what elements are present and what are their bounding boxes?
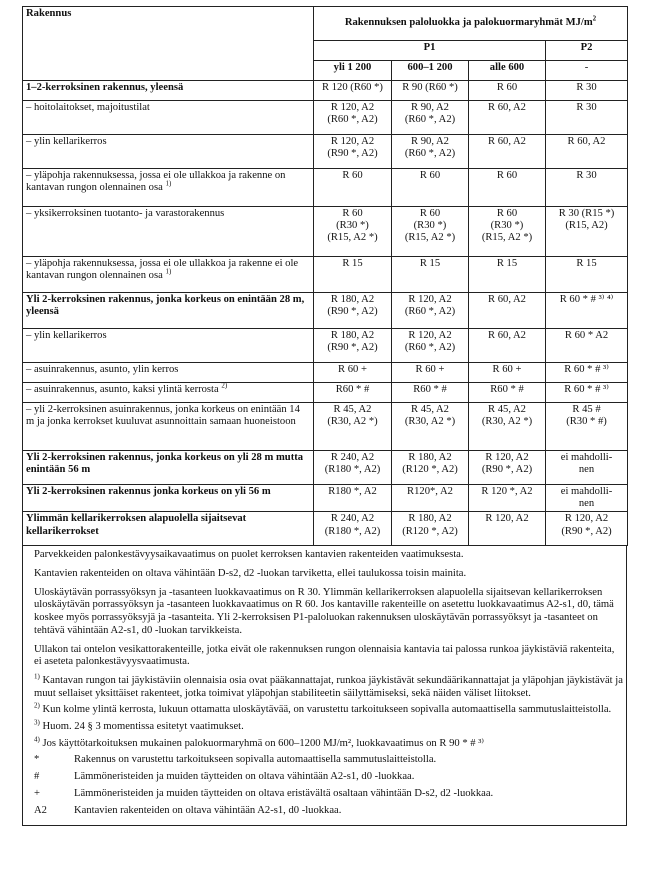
fire-class-table xyxy=(22,6,628,546)
note-paragraph: Kantavien rakenteiden on oltava vähintään D-s2, d2 -luokan tarviketta, ellei taulukossa toisin mainita. xyxy=(34,568,467,580)
row-label xyxy=(23,101,314,135)
value-cell: R 60, A2 xyxy=(546,135,628,169)
value-cell: R 60 + xyxy=(469,363,546,383)
legend-item xyxy=(34,788,623,801)
value-cell: R 60 (R30 *) (R15, A2 *) xyxy=(392,207,469,257)
row-label-text: – hoitolaitokset, majoitustilat xyxy=(26,102,150,113)
header-group xyxy=(314,7,628,41)
legend-text: Kantavien rakenteiden on oltava vähintään A2-s1, d0 -luokkaa. xyxy=(74,804,342,816)
row-label xyxy=(23,383,314,403)
legend-symbol: # xyxy=(34,771,40,783)
legend-item xyxy=(34,754,623,767)
value-cell: R 90, A2 (R60 *, A2) xyxy=(392,101,469,135)
table-row xyxy=(23,101,628,135)
value-cell: R 60 xyxy=(469,81,546,101)
table-row xyxy=(23,293,628,329)
header-sub-3: alle 600 xyxy=(469,61,546,81)
row-label xyxy=(23,485,314,512)
value-cell: R 60 * # ³⁾ xyxy=(546,363,628,383)
value-cell: R 45, A2 (R30, A2 *) xyxy=(392,403,469,451)
value-cell: R 240, A2 (R180 *, A2) xyxy=(314,512,392,546)
note-paragraph: Ullakon tai ontelon vesikattorakenteille, jotka eivät ole rakennuksen rungon olennaisia kantavia tai palossa runkoa jäykistäviä rakenteita, ei aseteta palonkestävyysvaatimusta. xyxy=(34,643,615,668)
legend-symbol: A2 xyxy=(34,804,47,816)
header-p1: P1 xyxy=(314,41,546,61)
header-p2: P2 xyxy=(546,41,628,61)
value-cell: R 120 *, A2 xyxy=(469,485,546,512)
value-cell: R 30 (R15 *) (R15, A2) xyxy=(546,207,628,257)
row-label-text: – yksikerroksinen tuotanto- ja varastorakennus xyxy=(26,208,225,219)
row-label-text: – ylin kellarikerros xyxy=(26,136,107,147)
table-row xyxy=(23,257,628,293)
row-label xyxy=(23,207,314,257)
value-cell: R 240, A2 (R180 *, A2) xyxy=(314,451,392,485)
value-cell: R 120, A2 (R60 *, A2) xyxy=(392,329,469,363)
notes-list xyxy=(26,549,623,669)
footnote-text: Kun kolme ylintä kerrosta, lukuun ottamatta uloskäytävää, on varustettu tarkoitukseen sopivalla automaattisella sammutuslaitteistolla. xyxy=(42,704,612,716)
document-page xyxy=(22,6,627,826)
footnote xyxy=(34,735,623,751)
value-cell: R60 * # xyxy=(314,383,392,403)
row-label-text: – yläpohja rakennuksessa, jossa ei ole ullakkoa ja rakenne on kantavan rungon olennainen osa xyxy=(26,170,286,194)
footnote-mark: 2) xyxy=(34,701,40,710)
legend-item xyxy=(34,771,623,784)
footnote-text: Kantavan rungon tai jäykistäviin olennaisia osia ovat pääkannattajat, runkoa jäykistävät sekundäärikannattajat ja yläpohjan jäykistävät ja muut sellaiset yksittäiset rakenteet, jotka toimivat yläpohjan stabiliteetin säilyttämiseksi, sekä näiden väliset liitokset. xyxy=(34,674,623,699)
legend-symbol: + xyxy=(34,787,40,799)
value-cell: R 120, A2 (R60 *, A2) xyxy=(314,101,392,135)
footnotes-list xyxy=(26,672,623,751)
row-label xyxy=(23,293,314,329)
value-cell: R120*, A2 xyxy=(392,485,469,512)
table-body xyxy=(23,81,628,546)
note-paragraph: Parvekkeiden palonkestävyysaikavaatimus on puolet kerroksen kantavien rakenteiden vaatimuksesta. xyxy=(34,549,464,561)
value-cell: R 45, A2 (R30, A2 *) xyxy=(469,403,546,451)
value-cell: R 45 # (R30 * #) xyxy=(546,403,628,451)
row-label-text: – asuinrakennus, asunto, kaksi ylintä kerrosta xyxy=(26,384,219,395)
table-row xyxy=(23,363,628,383)
value-cell: R 180, A2 (R90 *, A2) xyxy=(314,293,392,329)
table-row xyxy=(23,451,628,485)
row-label xyxy=(23,257,314,293)
footnote-text: Huom. 24 § 3 momentissa esitetyt vaatimukset. xyxy=(42,721,244,733)
row-label xyxy=(23,363,314,383)
value-cell: R 60 * # ³⁾ ⁴⁾ xyxy=(546,293,628,329)
value-cell: R 60 + xyxy=(392,363,469,383)
header-sub-2: 600–1 200 xyxy=(392,61,469,81)
value-cell: R 180, A2 (R90 *, A2) xyxy=(314,329,392,363)
table-row xyxy=(23,383,628,403)
row-label-sup: 1) xyxy=(165,179,172,188)
value-cell: R 60 * # ³⁾ xyxy=(546,383,628,403)
value-cell: R 120, A2 (R60 *, A2) xyxy=(392,293,469,329)
header-building: Rakennus xyxy=(23,7,314,81)
row-label xyxy=(23,329,314,363)
legend-symbol: * xyxy=(34,754,40,766)
footnote xyxy=(34,672,623,700)
row-label-sup: 1) xyxy=(165,267,172,276)
note-paragraph: Uloskäytävän porrassyöksyn ja -tasanteen luokkavaatimus on R 30. Ylimmän kellarikerroksen alapuolella sijaitsevan kellarikerroksen uloskäytävän porrassyöksyn ja -tasanteen luokkavaatimus on R 60. Jos kantaville rakenteille on asetettu luokkavaatimus A2-s1, d0, tämä koskee myös porrassyöksyjä ja -tasanteita. Yli 2-kerroksisen P1-paloluokan rakennuksen uloskäytävän porrassyöksyt ja -tasanteet on tehtävä vähintään A2-s1, d0 -luokan tarvikkeista. xyxy=(34,586,614,636)
value-cell: R 120, A2 (R90 *, A2) xyxy=(469,451,546,485)
row-label-text: Yli 2-kerroksinen rakennus, jonka korkeus on enintään 28 m, yleensä xyxy=(26,294,305,318)
row-label-text: Yli 2-kerroksinen rakennus jonka korkeus on yli 56 m xyxy=(26,486,271,497)
value-cell: R 60 xyxy=(314,169,392,207)
value-cell: R 60, A2 xyxy=(469,329,546,363)
row-label xyxy=(23,512,314,546)
value-cell: R 60 * A2 xyxy=(546,329,628,363)
table-row xyxy=(23,81,628,101)
value-cell: R180 *, A2 xyxy=(314,485,392,512)
value-cell: R 60 (R30 *) (R15, A2 *) xyxy=(314,207,392,257)
value-cell: ei mahdolli- nen xyxy=(546,451,628,485)
value-cell: R60 * # xyxy=(392,383,469,403)
value-cell: R 90 (R60 *) xyxy=(392,81,469,101)
row-label-text: Yli 2-kerroksinen rakennus, jonka korkeus on yli 28 m mutta enintään 56 m xyxy=(26,452,304,476)
value-cell: R 15 xyxy=(392,257,469,293)
value-cell: R 180, A2 (R120 *, A2) xyxy=(392,512,469,546)
row-label-text: – asuinrakennus, asunto, ylin kerros xyxy=(26,364,179,375)
footnote-mark: 4) xyxy=(34,735,40,744)
header-group-text: Rakennuksen paloluokka ja palokuormaryhmät MJ/m xyxy=(344,17,593,29)
value-cell: R 60 (R30 *) (R15, A2 *) xyxy=(469,207,546,257)
value-cell: R60 * # xyxy=(469,383,546,403)
table-row xyxy=(23,403,628,451)
table-row xyxy=(23,329,628,363)
value-cell: R 30 xyxy=(546,81,628,101)
row-label xyxy=(23,135,314,169)
value-cell: ei mahdolli- nen xyxy=(546,485,628,512)
footnote-mark: 1) xyxy=(34,672,40,681)
footnote xyxy=(34,701,623,717)
header-sub-4: - xyxy=(546,61,628,81)
value-cell: R 15 xyxy=(469,257,546,293)
row-label-text: – yläpohja rakennuksessa, jossa ei ole ullakkoa ja rakenne ei ole kantavan rungon olennainen osa xyxy=(26,258,299,282)
legend-list xyxy=(26,754,623,817)
table-row xyxy=(23,207,628,257)
legend-text: Rakennus on varustettu tarkoitukseen sopivalla automaattisella sammutuslaitteistolla. xyxy=(74,754,437,766)
table-row xyxy=(23,135,628,169)
row-label xyxy=(23,403,314,451)
header-group-sup: 2 xyxy=(592,14,597,23)
footnote xyxy=(34,718,623,734)
legend-text: Lämmöneristeiden ja muiden täytteiden on oltava eristävältä osaltaan vähintään D-s2, d2 -luokkaa. xyxy=(74,787,494,799)
value-cell: R 60, A2 xyxy=(469,135,546,169)
value-cell: R 120 (R60 *) xyxy=(314,81,392,101)
header-sub-1: yli 1 200 xyxy=(314,61,392,81)
value-cell: R 30 xyxy=(546,101,628,135)
value-cell: R 120, A2 (R90 *, A2) xyxy=(546,512,628,546)
footnote-mark: 3) xyxy=(34,718,40,727)
value-cell: R 90, A2 (R60 *, A2) xyxy=(392,135,469,169)
value-cell: R 60, A2 xyxy=(469,293,546,329)
value-cell: R 60 xyxy=(469,169,546,207)
row-label-sup: 2) xyxy=(221,381,228,390)
legend-item xyxy=(34,805,623,818)
value-cell: R 60, A2 xyxy=(469,101,546,135)
row-label-text: 1–2-kerroksinen rakennus, yleensä xyxy=(26,82,184,93)
table-row xyxy=(23,485,628,512)
legend-text: Lämmöneristeiden ja muiden täytteiden on oltava vähintään A2-s1, d0 -luokkaa. xyxy=(74,771,415,783)
value-cell: R 60 + xyxy=(314,363,392,383)
value-cell: R 15 xyxy=(546,257,628,293)
row-label-text: Ylimmän kellarikerroksen alapuolella sijaitsevat kellarikerrokset xyxy=(26,513,247,537)
value-cell: R 45, A2 (R30, A2 *) xyxy=(314,403,392,451)
value-cell: R 180, A2 (R120 *, A2) xyxy=(392,451,469,485)
row-label-text: – ylin kellarikerros xyxy=(26,330,107,341)
value-cell: R 120, A2 xyxy=(469,512,546,546)
value-cell: R 15 xyxy=(314,257,392,293)
notes-section xyxy=(22,546,627,826)
row-label xyxy=(23,81,314,101)
table-row xyxy=(23,169,628,207)
row-label xyxy=(23,451,314,485)
value-cell: R 120, A2 (R90 *, A2) xyxy=(314,135,392,169)
value-cell: R 60 xyxy=(392,169,469,207)
value-cell: R 30 xyxy=(546,169,628,207)
row-label xyxy=(23,169,314,207)
row-label-text: – yli 2-kerroksinen asuinrakennus, jonka korkeus on enintään 14 m ja jonka kerrokset kuuluvat asunnoittain samaan huoneistoon xyxy=(26,404,300,428)
table-row xyxy=(23,512,628,546)
footnote-text: Jos käyttötarkoituksen mukainen palokuormaryhmä on 600–1200 MJ/m², luokkavaatimus on R 90 * # ³⁾ xyxy=(42,737,484,749)
